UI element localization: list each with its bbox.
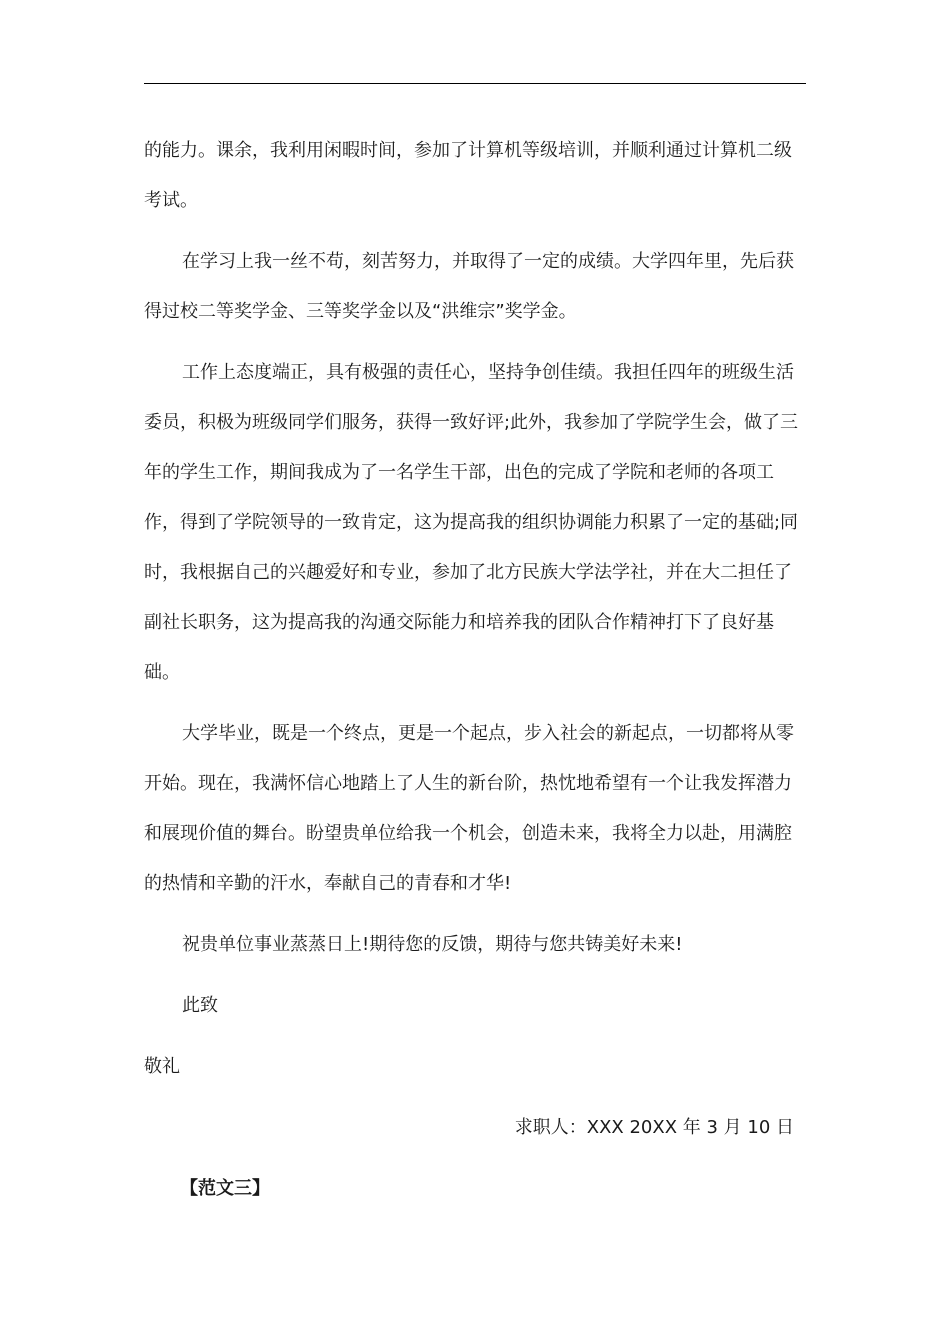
letter-body [144, 126, 800, 1214]
section-heading: 【范文三】 [180, 1178, 270, 1199]
paragraph-study: 在学习上我一丝不苟，刻苦努力，并取得了一定的成绩。大学四年里，先后获得过校二等奖学金、三等奖学金以及“洪维宗”奖学金。 [144, 251, 794, 322]
paragraph-wishes: 祝贵单位事业蒸蒸日上!期待您的反馈，期待与您共铸美好未来! [182, 934, 683, 955]
paragraph-continuation: 的能力。课余，我利用闲暇时间，参加了计算机等级培训，并顺利通过计算机二级考试。 [144, 140, 792, 211]
header-rule [144, 83, 806, 84]
salute-line: 敬礼 [144, 1056, 180, 1077]
paragraph-work: 工作上态度端正，具有极强的责任心，坚持争创佳绩。我担任四年的班级生活委员，积极为班级同学们服务，获得一致好评;此外，我参加了学院学生会，做了三年的学生工作，期间我成为了一名学生干部，出色的完成了学院和老师的各项工作，得到了学院领导的一致肯定，这为提高我的组织协调能力积累了一定的基础;同时，我根据自己的兴趣爱好和专业，参加了北方民族大学法学社，并在大二担任了副社长职务，这为提高我的沟通交际能力和培养我的团队合作精神打下了良好基础。 [144, 362, 799, 683]
paragraph-graduation: 大学毕业，既是一个终点，更是一个起点，步入社会的新起点，一切都将从零开始。现在，我满怀信心地踏上了人生的新台阶，热忱地希望有一个让我发挥潜力和展现价值的舞台。盼望贵单位给我一个机会，创造未来，我将全力以赴，用满腔的热情和辛勤的汗水，奉献自己的青春和才华! [144, 723, 794, 894]
signature-line: 求职人：XXX 20XX 年 3 月 10 日 [514, 1117, 794, 1138]
closing-line: 此致 [182, 995, 218, 1016]
